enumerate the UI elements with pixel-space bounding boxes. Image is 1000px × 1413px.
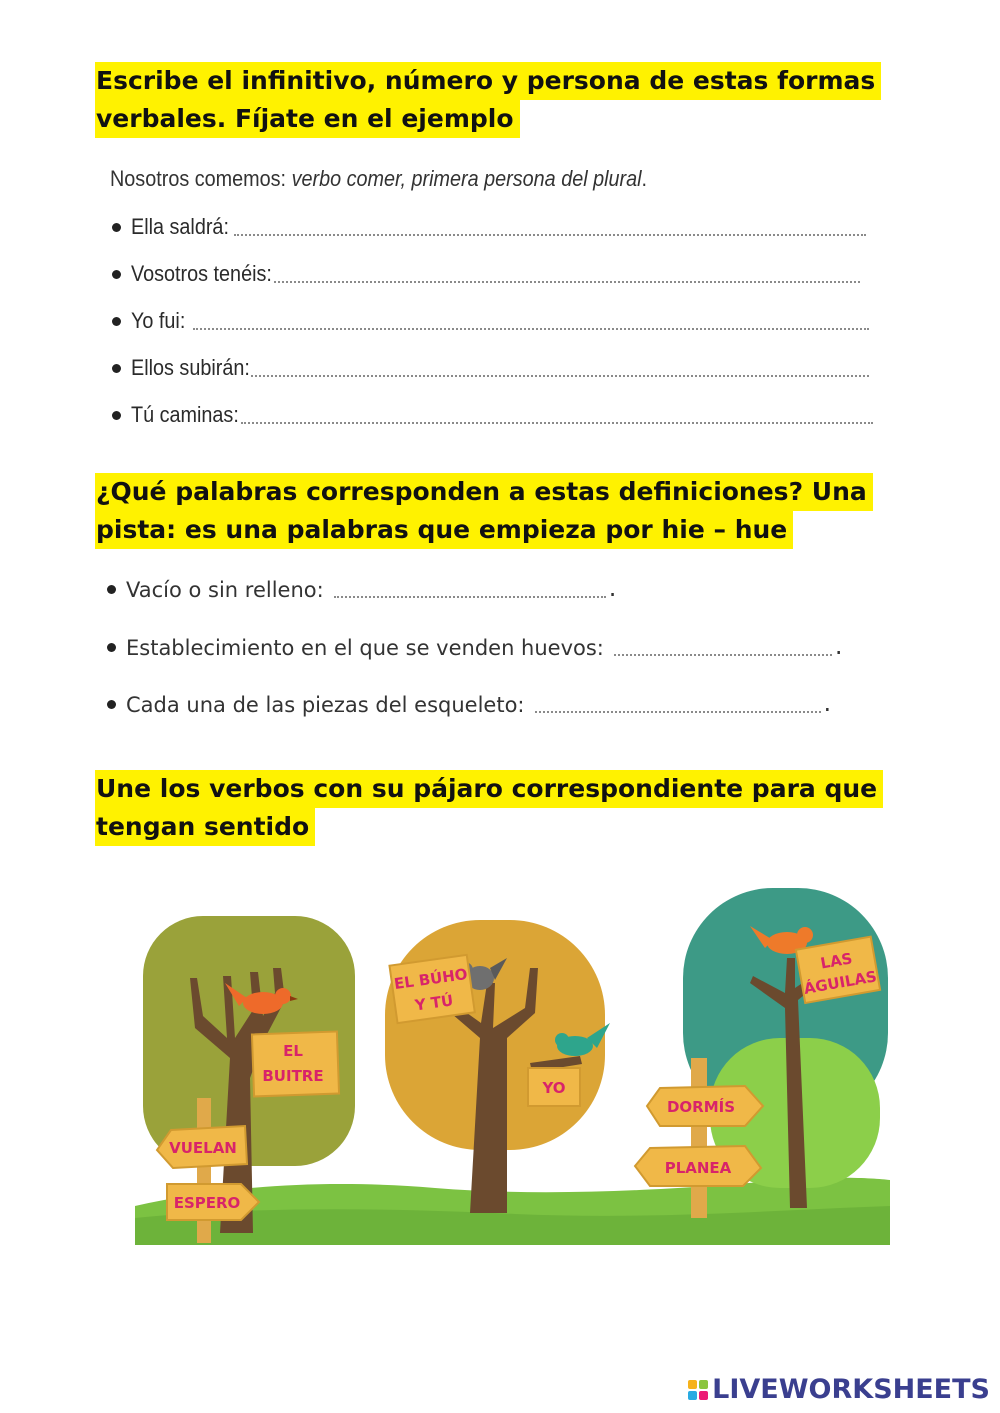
sign-las-aguilas-line1: LAS xyxy=(819,949,854,973)
trees-illustration xyxy=(135,888,890,1245)
definition-label: Vacío o sin relleno: xyxy=(126,578,324,602)
sign-dormis-text: DORMÍS xyxy=(666,1098,736,1116)
sign-el-buitre-line2: BUITRE xyxy=(262,1067,324,1085)
sign-las-aguilas[interactable] xyxy=(796,937,880,1003)
verb-item-5 xyxy=(110,398,873,428)
period: . xyxy=(834,632,843,660)
answer-blank[interactable] xyxy=(193,328,869,330)
sign-el-buho-line1: EL BÚHO xyxy=(392,965,469,994)
section2-heading-line1: ¿Qué palabras corresponden a estas definiciones? Una xyxy=(95,473,873,511)
verb-item-1 xyxy=(110,210,866,240)
signpost-right xyxy=(691,1058,707,1218)
liveworksheets-logo-icon xyxy=(688,1380,708,1400)
section3-heading xyxy=(95,770,883,846)
sign-yo[interactable] xyxy=(528,1068,580,1106)
answer-blank[interactable] xyxy=(274,281,860,283)
bullet-icon xyxy=(112,270,121,279)
verb-item-label: Ellos subirán: xyxy=(131,355,250,380)
section1-heading-line2: verbales. Fíjate en el ejemplo xyxy=(95,100,520,138)
verb-item-2 xyxy=(110,257,860,287)
bullet-icon xyxy=(107,585,116,594)
liveworksheets-logo-text: LIVEWORKSHEETS xyxy=(712,1374,990,1405)
example-sentence xyxy=(110,166,647,192)
answer-blank[interactable] xyxy=(234,234,866,236)
definition-label: Establecimiento en el que se venden huevos: xyxy=(126,636,604,660)
definition-item-3 xyxy=(105,687,831,717)
bullet-icon xyxy=(112,411,121,420)
period: . xyxy=(608,574,617,602)
sign-planea-text: PLANEA xyxy=(664,1159,732,1177)
sign-el-buitre-line1: EL xyxy=(283,1042,303,1060)
definition-item-1 xyxy=(105,572,616,602)
sign-dormis[interactable] xyxy=(647,1086,763,1126)
section3-heading-line2: tengan sentido xyxy=(95,808,315,846)
section1-heading xyxy=(95,62,881,138)
verb-item-3 xyxy=(110,304,869,334)
answer-blank[interactable] xyxy=(334,596,606,598)
sign-yo-text: YO xyxy=(542,1079,566,1097)
section2-heading xyxy=(95,473,873,549)
section1-heading-line1: Escribe el infinitivo, número y persona de estas formas xyxy=(95,62,881,100)
period: . xyxy=(823,689,832,717)
sign-el-buitre[interactable] xyxy=(252,1032,339,1097)
section2-heading-line2: pista: es una palabras que empieza por hie – hue xyxy=(95,511,793,549)
bullet-icon xyxy=(112,364,121,373)
sign-las-aguilas-line2: ÁGUILAS xyxy=(802,967,879,998)
verb-item-4 xyxy=(110,351,869,381)
answer-blank[interactable] xyxy=(241,422,873,424)
sign-espero[interactable] xyxy=(167,1184,259,1220)
sign-planea[interactable] xyxy=(635,1146,761,1186)
example-answer: verbo comer, primera persona del plural xyxy=(291,166,642,191)
sign-vuelan-text: VUELAN xyxy=(169,1139,237,1157)
bullet-icon xyxy=(112,317,121,326)
verb-item-label: Tú caminas: xyxy=(131,402,239,427)
verb-item-label: Yo fui: xyxy=(131,308,186,333)
verb-item-label: Ella saldrá: xyxy=(131,214,229,239)
example-suffix: . xyxy=(641,166,648,191)
definition-label: Cada una de las piezas del esqueleto: xyxy=(126,693,525,717)
example-prefix: Nosotros comemos: xyxy=(110,166,287,191)
signpost-left xyxy=(197,1098,211,1243)
verb-item-label: Vosotros tenéis: xyxy=(131,261,272,286)
liveworksheets-logo xyxy=(688,1374,990,1405)
bullet-icon xyxy=(112,223,121,232)
answer-blank[interactable] xyxy=(614,654,832,656)
sign-espero-text: ESPERO xyxy=(173,1194,241,1212)
section3-heading-line1: Une los verbos con su pájaro correspondiente para que xyxy=(95,770,883,808)
sign-el-buho-line2: Y TÚ xyxy=(413,991,455,1015)
sign-el-buho-y-tu[interactable] xyxy=(389,955,474,1023)
answer-blank[interactable] xyxy=(251,375,869,377)
definition-item-2 xyxy=(105,630,843,660)
bullet-icon xyxy=(107,700,116,709)
bullet-icon xyxy=(107,643,116,652)
answer-blank[interactable] xyxy=(535,711,821,713)
sign-vuelan[interactable] xyxy=(157,1126,247,1168)
